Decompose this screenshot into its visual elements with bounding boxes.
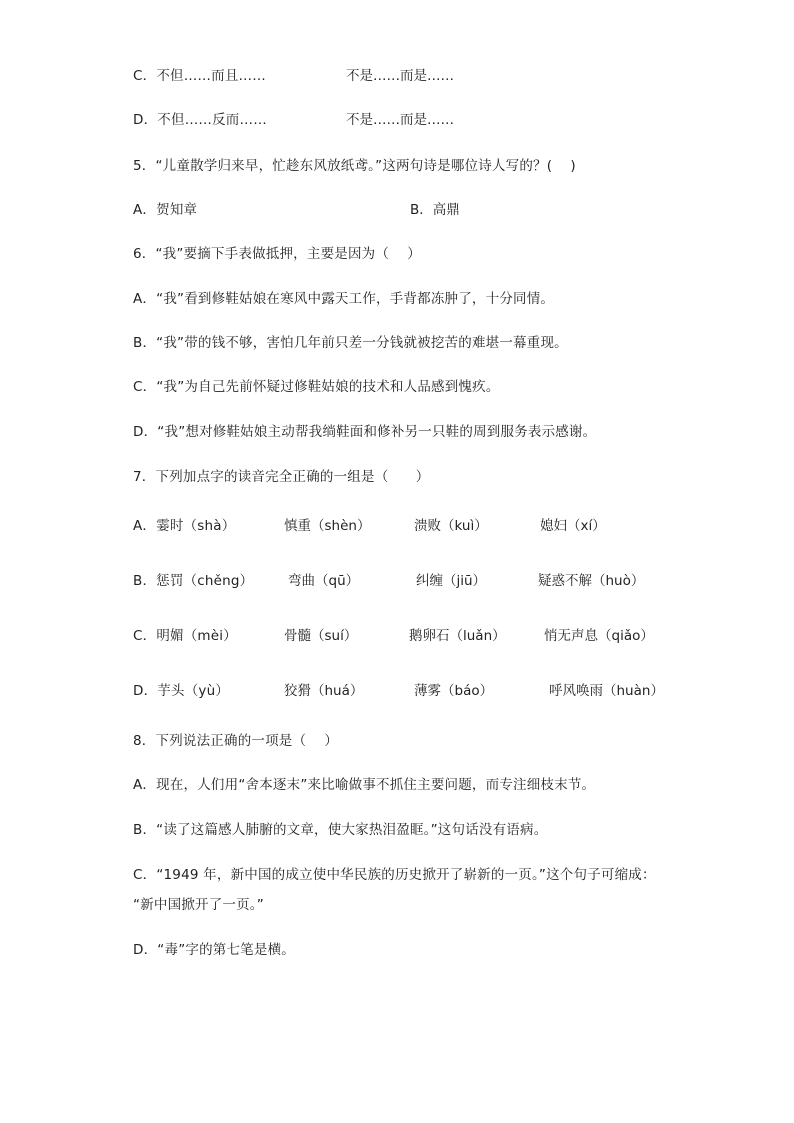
q8-option-d: D．“毒”字的第七笔是横。: [133, 942, 295, 958]
q8-option-a: A．现在，人们用“舍本逐末”来比喻做事不抓住主要问题，而专注细枝末节。: [133, 777, 596, 793]
q7-stem: 7．下列加点字的读音完全正确的一组是（ ）: [133, 469, 430, 485]
q6-option-b: B．“我”带的钱不够，害怕几年前只差一分钱就被挖苦的难堪一幕重现。: [133, 335, 568, 351]
q7-row-d-c1: D．芋头（yù）: [133, 683, 230, 699]
q7-row-b-c4: 疑惑不解（huò）: [538, 573, 645, 589]
q7-row-a-c3: 溃败（kuì）: [414, 518, 488, 534]
q7-row-c-c4: 悄无声息（qiǎo）: [544, 628, 654, 644]
q7-row-d-c3: 薄雾（báo）: [414, 683, 494, 699]
q8-option-c-line1: C．“1949 年，新中国的成立使中华民族的历史掀开了崭新的一页。”这个句子可缩成：: [133, 867, 656, 883]
q7-row-d-c2: 狡猾（huá）: [284, 683, 364, 699]
q7-row-a-c2: 慎重（shèn）: [284, 518, 371, 534]
q5-stem: 5．“儿童散学归来早，忙趁东风放纸鸢。”这两句诗是哪位诗人写的？( ): [133, 158, 576, 174]
q8-option-c-line2: “新中国掀开了一页。”: [133, 897, 264, 913]
q8-option-b: B．“读了这篇感人肺腑的文章，使大家热泪盈眶。”这句话没有语病。: [133, 822, 548, 838]
q7-row-a-c1: A．霎时（shà）: [133, 518, 236, 534]
q6-option-c: C．“我”为自己先前怀疑过修鞋姑娘的技术和人品感到愧疚。: [133, 379, 500, 395]
q6-option-d: D．“我”想对修鞋姑娘主动帮我绱鞋面和修补另一只鞋的周到服务表示感谢。: [133, 424, 597, 440]
q7-row-c-c1: C．明媚（mèi）: [133, 628, 237, 644]
q6-option-a: A．“我”看到修鞋姑娘在寒风中露天工作，手背都冻肿了，十分同情。: [133, 291, 555, 307]
q7-row-c-c3: 鹅卵石（luǎn）: [409, 628, 506, 644]
q4-option-c-right: 不是……而是……: [346, 68, 454, 84]
q6-stem: 6．“我”要摘下手表做抵押，主要是因为（ ）: [133, 246, 421, 262]
q5-option-a: A．贺知章: [133, 202, 198, 218]
q7-row-b-c1: B．惩罚（chěng）: [133, 573, 254, 589]
q7-row-d-c4: 呼风唤雨（huàn）: [549, 683, 664, 699]
q4-option-d-left: D．不但……反而……: [133, 112, 267, 128]
q7-row-a-c4: 媳妇（xí）: [540, 518, 606, 534]
q7-row-b-c3: 纠缠（jiū）: [416, 573, 487, 589]
q4-option-d-right: 不是……而是……: [346, 112, 454, 128]
q4-option-c-left: C．不但……而且……: [133, 68, 266, 84]
q7-row-b-c2: 弯曲（qū）: [288, 573, 360, 589]
q5-option-b: B．高鼎: [410, 202, 460, 218]
q7-row-c-c2: 骨髓（suí）: [284, 628, 358, 644]
q8-stem: 8．下列说法正确的一项是（ ）: [133, 733, 339, 749]
